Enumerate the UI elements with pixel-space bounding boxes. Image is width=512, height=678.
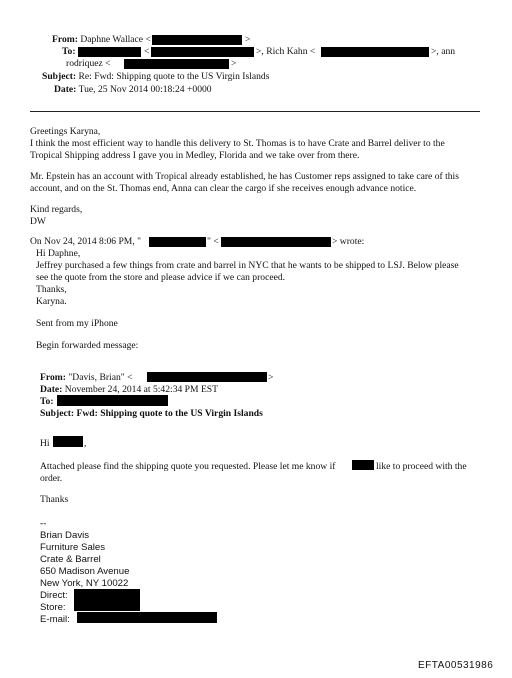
- reply-p2-line1: Mr. Epstein has an account with Tropical already established, he has Customer reps assigned to take care of this: [30, 171, 459, 182]
- reply-p1-line2: Tropical Shipping address I gave you in Medley, Florida and we take over from there.: [30, 150, 360, 161]
- redaction: [151, 47, 254, 57]
- reply-p1-line1: I think the most efficient way to handle this delivery to St. Thomas is to have Crate and Barrel deliver to the: [30, 138, 445, 149]
- redaction: [124, 59, 229, 69]
- fwd-hi: Hi: [40, 438, 50, 449]
- redaction: [74, 589, 140, 600]
- redaction: [77, 612, 217, 623]
- date-label: Date:: [54, 84, 77, 95]
- begin-forwarded: Begin forwarded message:: [36, 340, 139, 351]
- signature-company: Crate & Barrel: [40, 554, 101, 565]
- to-ann: >, ann: [431, 46, 456, 57]
- signature-name: Brian Davis: [40, 530, 90, 541]
- header-divider: [30, 111, 480, 112]
- redaction: [57, 395, 168, 406]
- fwd-to-label: To:: [40, 396, 54, 407]
- signature-direct-label: Direct:: [40, 590, 68, 601]
- fwd-subject-value: Fwd: Shipping quote to the US Virgin Islands: [76, 408, 263, 419]
- signature-address1: 650 Madison Avenue: [40, 566, 130, 577]
- initials: DW: [30, 216, 46, 227]
- date-value: Tue, 25 Nov 2014 00:18:24 +0000: [78, 84, 212, 95]
- quote-name: Karyna.: [36, 296, 67, 307]
- fwd-body-line1b: like to proceed with the: [376, 461, 467, 472]
- greeting: Greetings Karyna,: [30, 126, 101, 137]
- redaction: [149, 237, 206, 247]
- fwd-date-label: Date:: [40, 384, 63, 395]
- from-row: [52, 34, 151, 45]
- redaction: [352, 460, 374, 470]
- quote-body-line1: Jeffrey purchased a few things from crate and barrel in NYC that he wants to be shipped to LSJ. Below please: [36, 260, 459, 271]
- redaction: [147, 372, 267, 382]
- redaction: [221, 237, 331, 247]
- redaction: [53, 436, 83, 447]
- subject-label: Subject:: [42, 71, 77, 82]
- signoff: Kind regards,: [30, 204, 83, 215]
- redaction: [74, 600, 140, 611]
- to-rich-kahn: >, Rich Kahn <: [256, 46, 316, 57]
- fwd-hi-comma: ,: [84, 438, 87, 449]
- subject-value: Re: Fwd: Shipping quote to the US Virgin Islands: [78, 71, 270, 82]
- signature-email-label: E-mail:: [40, 614, 70, 625]
- date-row: [54, 84, 212, 95]
- quote-thanks: Thanks,: [36, 284, 67, 295]
- fwd-subject-row: [40, 408, 263, 419]
- signature-address2: New York, NY 10022: [40, 578, 129, 589]
- fwd-from-label: From:: [40, 372, 66, 383]
- fwd-from-row: [40, 372, 132, 383]
- quote-on-suffix: > wrote:: [332, 236, 365, 247]
- redaction: [152, 35, 242, 45]
- from-name: Daphne Wallace <: [80, 34, 151, 45]
- to-open: <: [144, 46, 150, 57]
- to-label: To:: [62, 46, 76, 57]
- quote-on-mid: " <: [207, 236, 219, 247]
- fwd-date-value: November 24, 2014 at 5:42:34 PM EST: [64, 384, 219, 395]
- redaction: [321, 47, 429, 57]
- quote-hi: Hi Daphne,: [36, 248, 81, 259]
- fwd-from-close: >: [268, 372, 274, 383]
- fwd-subject-label: Subject:: [40, 408, 75, 419]
- to-line2-close: >: [231, 58, 237, 69]
- signature-store-label: Store:: [40, 602, 66, 613]
- fwd-body-line1a: Attached please find the shipping quote you requested. Please let me know if: [40, 461, 336, 472]
- fwd-thanks: Thanks: [40, 494, 69, 505]
- sent-from: Sent from my iPhone: [36, 318, 118, 329]
- to-line2: rodriquez <: [66, 58, 111, 69]
- fwd-date-row: [40, 384, 218, 395]
- fwd-from-value: "Davis, Brian" <: [68, 372, 133, 383]
- signature-dash: --: [40, 518, 47, 529]
- from-label: From:: [52, 34, 78, 45]
- fwd-body-line2: order.: [40, 473, 63, 484]
- reply-p2-line2: account, and on the St. Thomas end, Anna can clear the cargo if she receives enough advance notice.: [30, 183, 417, 194]
- subject-row: [42, 71, 269, 82]
- redaction: [78, 47, 141, 57]
- signature-title: Furniture Sales: [40, 542, 106, 553]
- quote-on-prefix: On Nov 24, 2014 8:06 PM, ": [30, 236, 142, 247]
- from-close: >: [245, 34, 251, 45]
- document-id: EFTA00531986: [418, 660, 494, 671]
- quote-body-line2: see the quote from the store and please advice if we can proceed.: [36, 272, 286, 283]
